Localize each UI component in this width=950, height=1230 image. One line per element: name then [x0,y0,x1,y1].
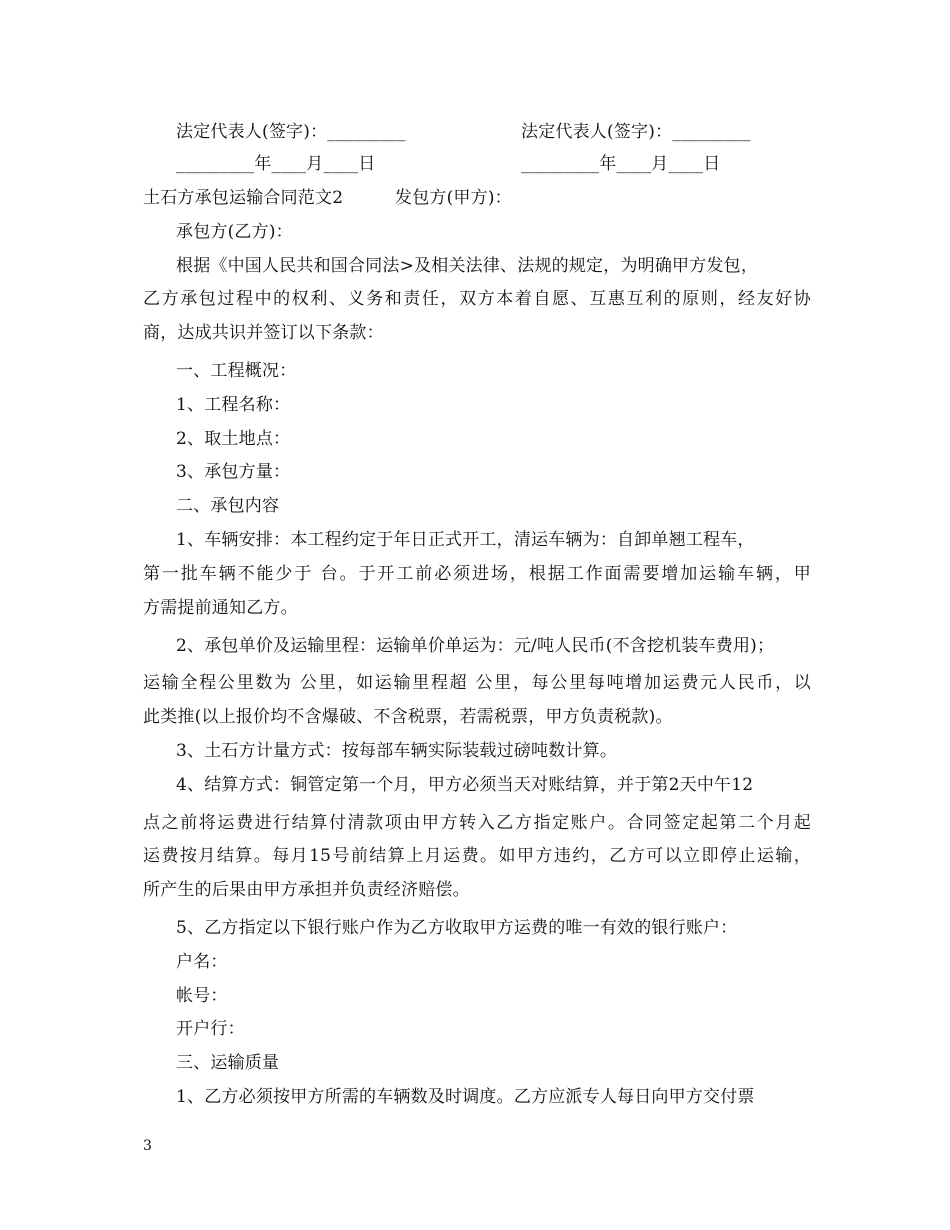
item-quantity: 3、承包方量： [176,462,291,482]
intro-line-1: 根据《中国人民共和国合同法>及相关法律、法规的规定，为明确甲方发包， [176,256,759,276]
section-2-title: 二、承包内容 [176,496,280,516]
left-date-line: _________年____月____日 [176,154,376,174]
section-1-title: 一、工程概况： [176,361,297,381]
bank-account-name: 户名： [176,952,228,972]
left-signature-line: 法定代表人(签字)：_________ [176,122,406,142]
bank-account-number: 帐号： [176,986,228,1006]
party-a-label: 发包方(甲方)： [395,188,512,208]
clause-2-2-line-2: 运输全程公里数为 公里，如运输里程超 公里，每公里每吨增加运费元人民币，以 [143,673,811,693]
item-project-name: 1、工程名称： [176,395,291,415]
clause-3-1-line-1: 1、乙方必须按甲方所需的车辆数及时调度。乙方应派专人每日向甲方交付票 [176,1087,755,1107]
right-signature-line: 法定代表人(签字)：_________ [521,122,751,142]
clause-2-4-line-4: 所产生的后果由甲方承担并负责经济赔偿。 [143,880,470,900]
clause-2-2-line-1: 2、承包单价及运输里程：运输单价单运为：元/吨人民币(不含挖机装车费用)； [176,636,775,656]
clause-2-1-line-2: 第一批车辆不能少于 台。于开工前必须进场，根据工作面需要增加运输车辆，甲 [143,564,811,584]
clause-2-1-line-3: 方需提前通知乙方。 [143,598,298,618]
clause-2-4-line-2: 点之前将运费进行结算付清款项由甲方转入乙方指定账户。合同签定起第二个月起 [143,813,811,833]
clause-2-4-line-3: 运费按月结算。每月15号前结算上月运费。如甲方违约，乙方可以立即停止运输， [143,846,811,866]
intro-line-3: 商，达成共识并签订以下条款： [143,323,384,343]
clause-2-2-line-3: 此类推(以上报价均不含爆破、不含税票，若需税票，甲方负责税款)。 [143,707,673,727]
item-soil-location: 2、取土地点： [176,429,291,449]
document-title: 土石方承包运输合同范文2 [143,188,344,208]
party-b-label: 承包方(乙方)： [176,222,293,242]
clause-2-1-line-1: 1、车辆安排：本工程约定于年日正式开工，清运车辆为：自卸单翘工程车， [176,530,755,550]
bank-branch: 开户行： [176,1019,245,1039]
right-date-line: _________年____月____日 [521,154,721,174]
clause-2-3: 3、土石方计量方式：按每部车辆实际装载过磅吨数计算。 [176,741,618,761]
page-number: 3 [143,1138,152,1154]
clause-2-4-line-1: 4、结算方式：铜管定第一个月，甲方必须当天对账结算，并于第2天中午12 [176,775,754,795]
clause-2-5: 5、乙方指定以下银行账户作为乙方收取甲方运费的唯一有效的银行账户： [176,918,738,938]
intro-line-2: 乙方承包过程中的权利、义务和责任，双方本着自愿、互惠互利的原则，经友好协 [143,289,811,309]
section-3-title: 三、运输质量 [176,1053,280,1073]
